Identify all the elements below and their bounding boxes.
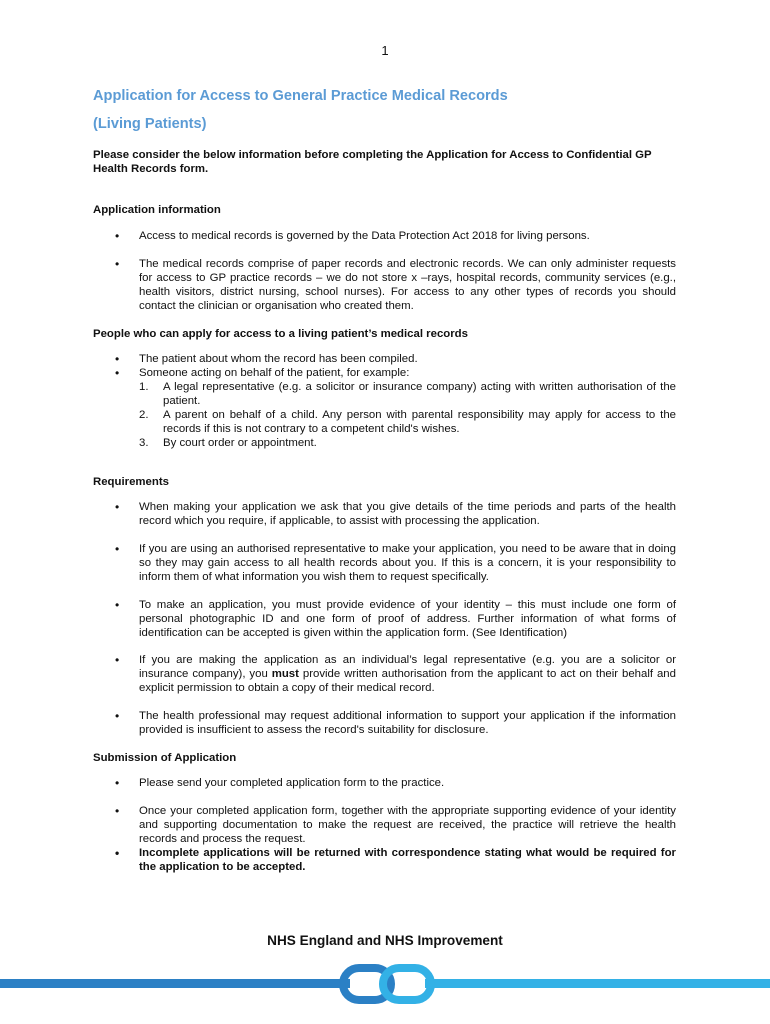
document-body (93, 87, 676, 874)
submission-list (93, 776, 676, 874)
numbered-item (139, 436, 676, 450)
list-item: • The health professional may request additional information to support your application if the information provided is insufficient to assess the record's suitability for disclosure. (93, 709, 676, 737)
document-title: Application for Access to General Practice Medical Records (93, 88, 508, 104)
application-info-list (93, 229, 676, 313)
section-heading-who-can-apply: People who can apply for access to a living patient’s medical records (93, 328, 468, 340)
list-item: • Access to medical records is governed by the Data Protection Act 2018 for living persons. (93, 229, 676, 243)
list-item: • Once your completed application form, together with the appropriate supporting evidence of your identity and supporting documentation to make the request are received, the practice will retrieve the health records and process the request. (93, 804, 676, 846)
item-number: 3. (139, 437, 149, 449)
list-item: • To make an application, you must provide evidence of your identity – this must include one form of personal photographic ID and one form of proof of address. Further information of what forms of identification can be accepted is given within the application form. (See Identification) (93, 598, 676, 640)
list-item: • The patient about whom the record has been compiled. (93, 352, 676, 366)
footer-organisation: NHS England and NHS Improvement (267, 933, 503, 948)
item-text: A parent on behalf of a child. Any person with parental responsibility may apply for access to the records if this is not contrary to a competent child's wishes. (163, 409, 676, 435)
list-item-text: Someone acting on behalf of the patient, for example: (139, 367, 410, 379)
intro-note: Please consider the below information before completing the Application for Access to Confidential GP Health Records form. (93, 149, 652, 175)
list-item: • When making your application we ask that you give details of the time periods and parts of the health record which you require, if applicable, to assist with processing the application. (93, 500, 676, 528)
item-text: A legal representative (e.g. a solicitor or insurance company) acting with written authorisation of the patient. (163, 381, 676, 407)
section-heading-requirements: Requirements (93, 476, 169, 488)
list-item: • If you are using an authorised representative to make your application, you need to be aware that in doing so they may gain access to all health records about you. If this is a concern, it is your responsibility to inform them of what information you wish them to request specifically. (93, 542, 676, 584)
who-can-apply-list (93, 352, 676, 450)
numbered-item (139, 408, 676, 436)
footer-line-left (0, 979, 350, 988)
nhs-chain-logo-band (0, 955, 770, 1015)
footer-line-right (425, 979, 770, 988)
requirements-list (93, 500, 676, 737)
list-item: • The medical records comprise of paper records and electronic records. We can only administer requests for access to GP practice records – we do not store x –rays, hospital records, community services (e.g., health visitors, district nursing, school nurses). For access to any other types of records you should contact the clinician or organisation who created them. (93, 257, 676, 313)
numbered-list (139, 380, 676, 450)
item-text-end: provide written authorisation from the applicant to act on their behalf and explicit permission to obtain a copy of their medical record. (139, 668, 676, 694)
list-item: • Incomplete applications will be returned with correspondence stating what would be required for the application to be accepted. (93, 846, 676, 874)
document-subtitle: (Living Patients) (93, 116, 207, 132)
item-number: 1. (139, 381, 149, 393)
numbered-item (139, 380, 676, 408)
list-item (93, 653, 676, 695)
section-heading-submission: Submission of Application (93, 752, 237, 764)
page-number: 1 (381, 43, 389, 58)
item-text: By court order or appointment. (163, 437, 317, 449)
section-heading-application-info: Application information (93, 204, 221, 216)
emphasis-must: must (271, 668, 299, 680)
list-item (93, 366, 676, 450)
item-number: 2. (139, 409, 149, 421)
list-item: • Please send your completed application form to the practice. (93, 776, 676, 790)
item-text-start: If you are making the application as an individual’s legal representative (e.g. you are a solicitor or insurance company), you (139, 654, 676, 680)
